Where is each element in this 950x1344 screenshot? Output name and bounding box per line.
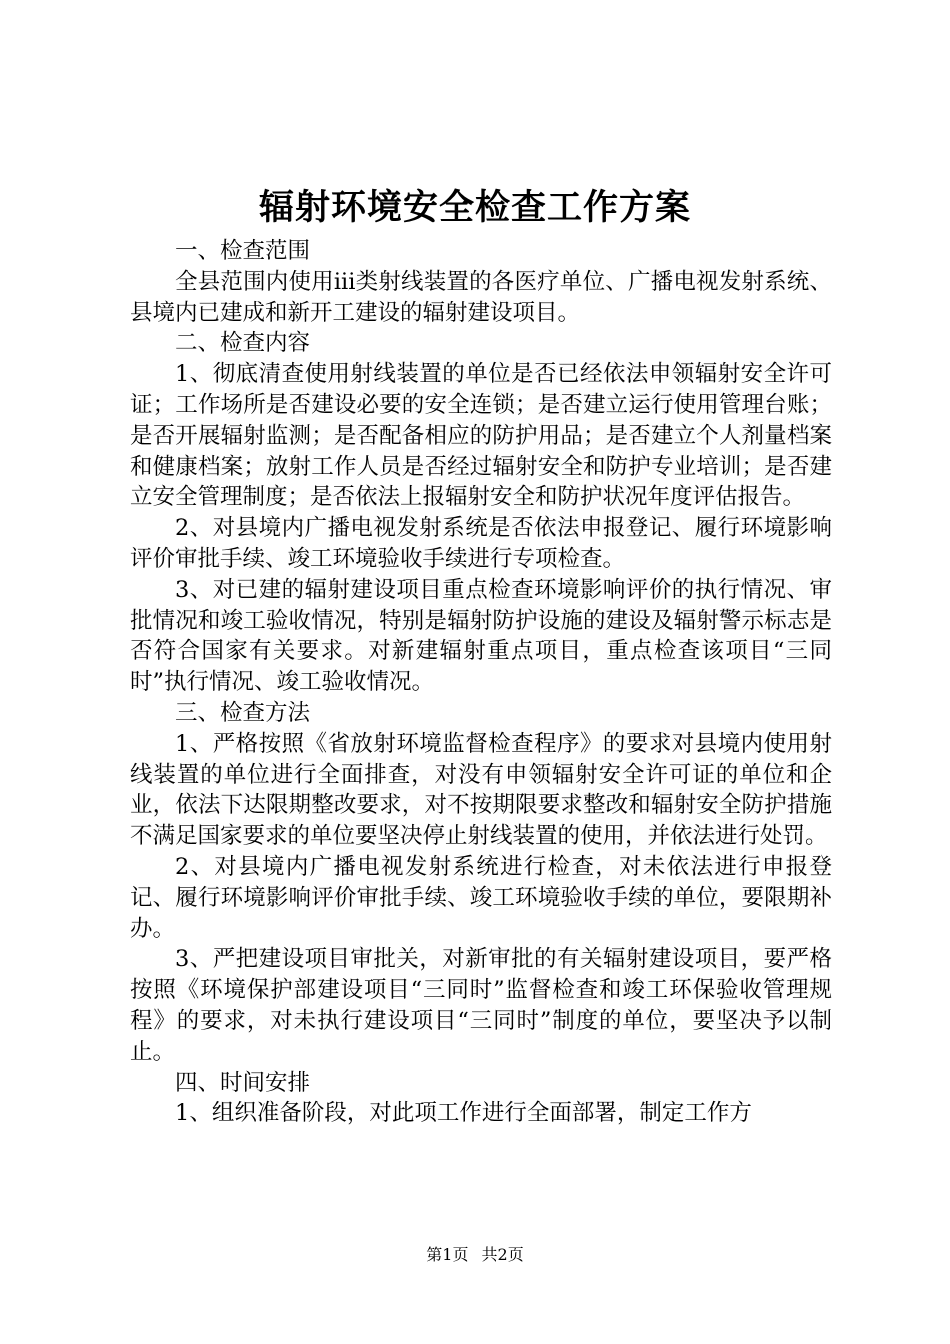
section-heading-scope: 一、检查范围 <box>175 238 311 264</box>
section-heading-schedule: 四、时间安排 <box>175 1069 311 1096</box>
paragraph-content-3: 3、对已建的辐射建设项目重点检查环境影响评价的执行情况、审批情况和竣工验收情况，特别是辐射防护设施的建设及辐射警示标志是否符合国家有关要求。对新建辐射重点项目，重点检查该项目“三同时”执行情况、竣工验收情况。 <box>130 576 832 696</box>
document-body <box>130 236 832 1129</box>
page-total: 共2页 <box>481 1245 524 1264</box>
section-heading-method: 三、检查方法 <box>175 699 311 726</box>
page-footer <box>0 1243 950 1267</box>
document-title: 辐射环境安全检查工作方案 <box>258 187 691 228</box>
paragraph-content-1: 1、彻底清查使用射线装置的单位是否已经依法申领辐射安全许可证；工作场所是否建设必要的安全连锁；是否建立运行使用管理台账；是否开展辐射监测；是否配备相应的防护用品；是否建立个人剂量档案和健康档案；放射工作人员是否经过辐射安全和防护专业培训；是否建立安全管理制度；是否依法上报辐射安全和防护状况年度评估报告。 <box>130 361 832 511</box>
paragraph-method-3: 3、严把建设项目审批关，对新审批的有关辐射建设项目，要严格按照《环境保护部建设项目“三同时”监督检查和竣工环保验收管理规程》的要求，对未执行建设项目“三同时”制度的单位，要坚决予以制止。 <box>130 946 832 1065</box>
paragraph-method-1: 1、严格按照《省放射环境监督检查程序》的要求对县境内使用射线装置的单位进行全面排查，对没有申领辐射安全许可证的单位和企业，依法下达限期整改要求，对不按期限要求整改和辐射安全防护措施不满足国家要求的单位要坚决停止射线装置的使用，并依法进行处罚。 <box>130 730 832 850</box>
paragraph-schedule-1: 1、组织准备阶段，对此项工作进行全面部署，制定工作方 <box>175 1100 752 1127</box>
paragraph-content-2: 2、对县境内广播电视发射系统是否依法申报登记、履行环境影响评价审批手续、竣工环境验收手续进行专项检查。 <box>130 515 832 572</box>
paragraph-scope: 全县范围内使用iii类射线装置的各医疗单位、广播电视发射系统、县境内已建成和新开工建设的辐射建设项目。 <box>130 268 832 326</box>
paragraph-method-2: 2、对县境内广播电视发射系统进行检查，对未依法进行申报登记、履行环境影响评价审批手续、竣工环境验收手续的单位，要限期补办。 <box>130 853 832 942</box>
page-number: 第1页 <box>426 1245 469 1264</box>
section-heading-content: 二、检查内容 <box>175 330 311 357</box>
